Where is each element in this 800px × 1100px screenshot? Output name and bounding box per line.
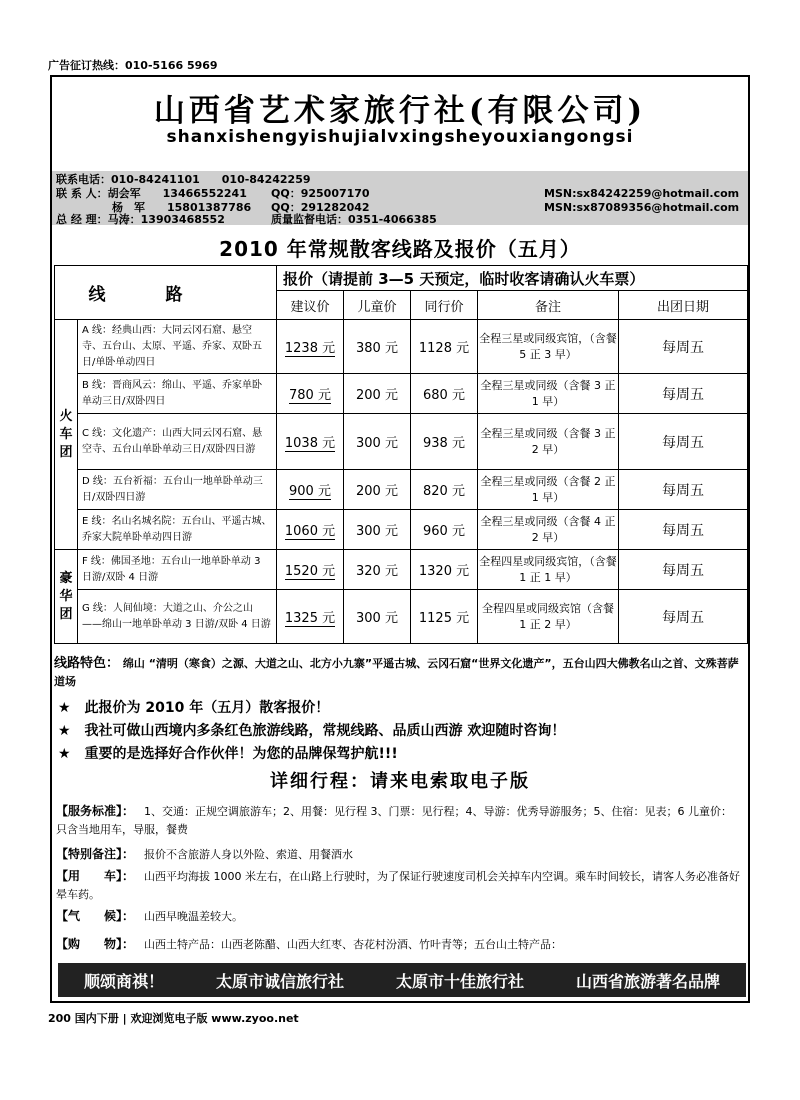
notice-2: ★ 我社可做山西境内多条红色旅游线路，常规线路、品质山西游 欢迎随时咨询！: [58, 723, 566, 739]
route-desc: D 线：五台祈福：五台山一地单卧单动三日/双卧四日游: [78, 470, 277, 510]
ad-frame: [50, 75, 750, 1003]
table-row: [55, 590, 748, 644]
company-pinyin: shanxishengyishujialvxingsheyouxiangongsi: [166, 127, 634, 147]
child-price: 200 元: [344, 374, 411, 414]
row-note: 全程三星或同级（含餐 2 正 1 早）: [478, 470, 619, 510]
peer-price: 938 元: [411, 414, 478, 470]
peer-price: 680 元: [411, 374, 478, 414]
route-features: [54, 655, 744, 691]
category-train: 火车团: [55, 320, 78, 550]
features-text: 绵山 “清明（寒食）之源、大道之山、北方小九寨”平遥古城、云冈石窟“世界文化遗产”，五台山四大佛教名山之首、文殊菩萨道场: [54, 657, 739, 688]
route-desc: E 线：名山名城名院：五台山、平遥古城、乔家大院单卧单动四日游: [78, 510, 277, 550]
suggested-price: [277, 550, 344, 590]
row-note: 全程三星或同级（含餐 3 正 2 早）: [478, 414, 619, 470]
service-value: 报价不含旅游人身以外险、索道、用餐酒水: [144, 848, 353, 861]
notice-3: ★ 重要的是选择好合作伙伴！为您的品牌保驾护航!!!: [58, 746, 398, 762]
price-heading: 2010 年常规散客线路及报价（五月）: [219, 237, 581, 261]
price-value: 780 元: [289, 388, 331, 403]
suggested-price: [277, 374, 344, 414]
row-schedule: 每周五: [619, 470, 748, 510]
special-notes: [56, 845, 742, 864]
contact-manager: 总 经 理：马涛：13903468552: [56, 213, 225, 226]
suggested-price: [277, 590, 344, 644]
ad-hotline: 广告征订热线：010-5166 5969: [48, 59, 218, 72]
route-desc: F 线：佛国圣地：五台山一地单卧单动 3 日游/双卧 4 日游: [78, 550, 277, 590]
contact-msn-1: MSN:sx84242259@hotmail.com: [544, 187, 740, 200]
contact-block: [52, 171, 748, 225]
table-row: [55, 320, 748, 374]
banner-item: 山西省旅游著名品牌: [575, 971, 720, 991]
contact-person-2: 杨 军 15801387786: [112, 201, 252, 214]
contact-phone: 联系电话：010-84241101 010-84242259: [56, 173, 311, 186]
child-price: 380 元: [344, 320, 411, 374]
contact-person-1: 联 系 人：胡会军 13466552241: [56, 187, 247, 200]
suggested-price: [277, 414, 344, 470]
banner-greeting: 顺颂商祺！: [83, 971, 164, 991]
service-key: 【特别备注】：: [56, 847, 135, 861]
route-desc: G 线：人间仙境：大道之山、介公之山——绵山一地单卧单动 3 日游/双卧 4 日游: [78, 590, 277, 644]
page-footer: 200 国内下册 | 欢迎浏览电子版 www.zyoo.net: [48, 1012, 299, 1025]
route-header: 线路: [55, 266, 277, 320]
price-value: 1038 元: [284, 436, 336, 451]
row-schedule: 每周五: [619, 414, 748, 470]
service-value: 山西早晚温差较大。: [144, 910, 243, 923]
peer-price: 1128 元: [411, 320, 478, 374]
shopping-info: [56, 935, 742, 954]
row-schedule: 每周五: [619, 320, 748, 374]
col-schedule: 出团日期: [619, 291, 748, 320]
detail-itinerary: 详细行程：请来电索取电子版: [270, 771, 530, 792]
price-value: 1238 元: [284, 341, 336, 356]
service-key: 【气 候】：: [56, 909, 135, 923]
col-child: 儿童价: [344, 291, 411, 320]
route-desc: A 线：经典山西：大同云冈石窟、悬空寺、五台山、太原、平遥、乔家、双卧五日/单卧单动四日: [78, 320, 277, 374]
col-note: 备注: [478, 291, 619, 320]
route-desc: C 线：文化遗产：山西大同云冈石窟、悬空寺、五台山单卧单动三日/双卧四日游: [78, 414, 277, 470]
row-note: 全程三星或同级（含餐 3 正 1 早）: [478, 374, 619, 414]
table-row: [55, 550, 748, 590]
contact-qq-1: QQ：925007170: [271, 187, 370, 200]
table-row: [55, 510, 748, 550]
row-note: 全程四星或同级宾馆（含餐 1 正 2 早）: [478, 590, 619, 644]
child-price: 300 元: [344, 590, 411, 644]
route-table: [54, 265, 748, 644]
row-note: 全程四星或同级宾馆，（含餐 1 正 1 早）: [478, 550, 619, 590]
suggested-price: [277, 510, 344, 550]
service-value: 山西土特产品：山西老陈醋、山西大红枣、杏花村汾酒、竹叶青等；五台山土特产品：: [144, 938, 562, 951]
service-key: 【用 车】：: [56, 869, 135, 883]
col-peer: 同行价: [411, 291, 478, 320]
child-price: 300 元: [344, 414, 411, 470]
price-note: 报价（请提前 3—5 天预定，临时收客请确认火车票）: [277, 266, 748, 291]
contact-msn-2: MSN:sx87089356@hotmail.com: [544, 201, 740, 214]
route-desc: B 线：晋商风云：绵山、平遥、乔家单卧单动三日/双卧四日: [78, 374, 277, 414]
table-row: [55, 374, 748, 414]
company-title: 山西省艺术家旅行社(有限公司): [153, 93, 647, 129]
banner-item: 太原市十佳旅行社: [395, 971, 524, 991]
child-price: 300 元: [344, 510, 411, 550]
price-value: 1520 元: [284, 564, 336, 579]
service-standard: [56, 802, 742, 839]
service-key: 【服务标准】：: [56, 804, 135, 818]
notice-1: ★ 此报价为 2010 年（五月）散客报价！: [58, 700, 330, 716]
child-price: 200 元: [344, 470, 411, 510]
peer-price: 1125 元: [411, 590, 478, 644]
contact-line-1: [56, 187, 746, 201]
service-key: 【购 物】：: [56, 937, 135, 951]
table-row: [55, 414, 748, 470]
price-value: 1060 元: [284, 524, 336, 539]
features-label: 线路特色：: [54, 656, 120, 671]
service-value: 山西平均海拔 1000 米左右，在山路上行驶时，为了保证行驶速度司机会关掉车内空调。乘车时间较长，请客人务必准备好晕车药。: [56, 870, 740, 901]
row-note: 全程三星或同级（含餐 4 正 2 早）: [478, 510, 619, 550]
peer-price: 1320 元: [411, 550, 478, 590]
table-row: [55, 470, 748, 510]
suggested-price: [277, 320, 344, 374]
peer-price: 820 元: [411, 470, 478, 510]
row-schedule: 每周五: [619, 374, 748, 414]
climate-info: [56, 907, 742, 926]
service-value: 1、交通：正规空调旅游车；2、用餐：见行程 3、门票：见行程；4、导游：优秀导游服务；5、住宿：见表；6 儿童价：只含当地用车，导服，餐费: [56, 805, 732, 836]
bottom-banner: [58, 963, 746, 997]
row-schedule: 每周五: [619, 550, 748, 590]
row-schedule: 每周五: [619, 590, 748, 644]
col-suggested: 建议价: [277, 291, 344, 320]
row-note: 全程三星或同级宾馆，（含餐 5 正 3 早）: [478, 320, 619, 374]
price-value: 900 元: [289, 484, 331, 499]
contact-qq-2: QQ：291282042: [271, 201, 370, 214]
contact-line-3: [56, 211, 746, 225]
peer-price: 960 元: [411, 510, 478, 550]
child-price: 320 元: [344, 550, 411, 590]
price-value: 1325 元: [284, 611, 336, 626]
contact-supervise: 质量监督电话：0351-4066385: [271, 213, 437, 226]
row-schedule: 每周五: [619, 510, 748, 550]
suggested-price: [277, 470, 344, 510]
category-luxury: 豪华团: [55, 550, 78, 644]
banner-item: 太原市诚信旅行社: [215, 971, 344, 991]
vehicle-info: [56, 867, 742, 904]
